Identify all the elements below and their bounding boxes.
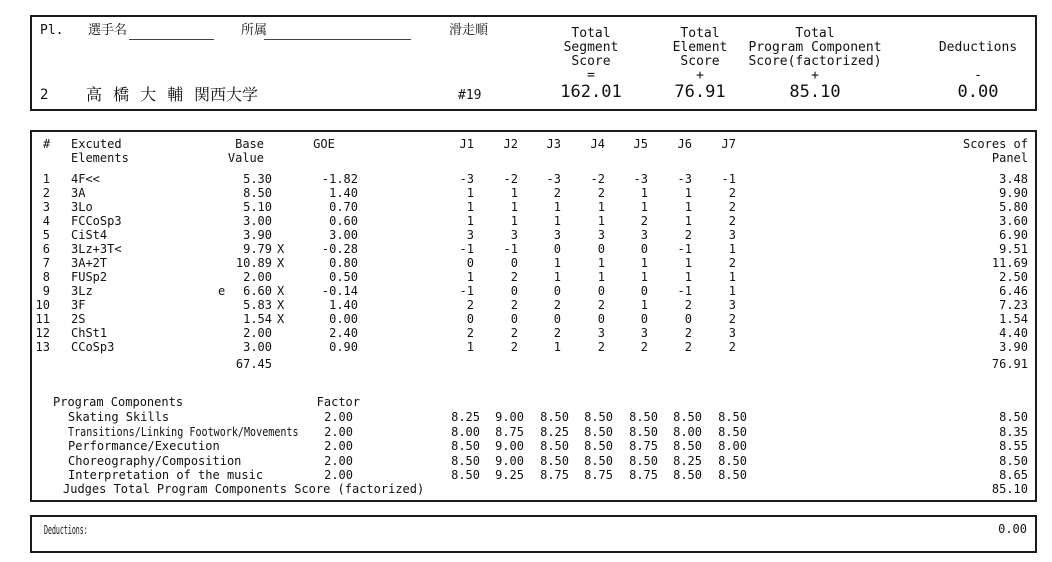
judge-score: 1 — [553, 256, 561, 270]
component-factor: 2.00 — [324, 425, 353, 439]
judge-score: 0 — [466, 256, 474, 270]
panel-score: 6.90 — [999, 228, 1028, 242]
judge-header-j6: J6 — [677, 137, 692, 151]
element-name: CCoSp3 — [71, 340, 115, 354]
base-value: 3.00 — [243, 214, 272, 228]
element-row — [0, 172, 1052, 186]
total-program-component-score-column — [725, 26, 905, 102]
component-factor: 2.00 — [324, 439, 353, 453]
element-number: 2 — [42, 186, 50, 200]
component-factor: 2.00 — [324, 468, 353, 482]
element-row — [0, 270, 1052, 284]
judge-score: -1 — [503, 242, 518, 256]
judge-score: -3 — [633, 172, 648, 186]
judge-score: 1 — [510, 200, 518, 214]
judge-score: 1 — [597, 256, 605, 270]
panel-score: 6.46 — [999, 284, 1028, 298]
element-number: 7 — [42, 256, 50, 270]
judge-header-j7: J7 — [721, 137, 736, 151]
judge-component-score: 9.00 — [495, 454, 524, 468]
judge-score: 2 — [684, 228, 692, 242]
element-row — [0, 326, 1052, 340]
component-panel-score: 8.35 — [999, 425, 1028, 439]
element-name: 3F — [71, 298, 86, 312]
judge-score: 3 — [728, 298, 736, 312]
place-label: Pl. — [40, 23, 64, 38]
judge-score: 1 — [466, 214, 474, 228]
judge-score: 3 — [553, 228, 561, 242]
judge-component-score: 9.00 — [495, 410, 524, 424]
start-order-label: 滑走順 — [449, 23, 489, 38]
judge-component-score: 8.50 — [584, 439, 613, 453]
element-name: 2S — [71, 312, 86, 326]
edge-call-flag: e — [218, 284, 226, 298]
base-value: 1.54 — [243, 312, 272, 326]
affiliation-value: 関西大学 — [194, 85, 259, 104]
judge-score: -2 — [590, 172, 605, 186]
element-number: 11 — [35, 312, 50, 326]
judge-score: 1 — [553, 200, 561, 214]
component-row — [0, 468, 1052, 482]
element-number: 13 — [35, 340, 50, 354]
judge-score: 1 — [466, 270, 474, 284]
element-number: 6 — [42, 242, 50, 256]
tes-label-line3: Score — [680, 54, 720, 69]
judge-score: 1 — [728, 284, 736, 298]
judge-score: -3 — [546, 172, 561, 186]
component-panel-score: 8.55 — [999, 439, 1028, 453]
judge-score: 1 — [728, 242, 736, 256]
base-value: 5.30 — [243, 172, 272, 186]
element-row — [0, 242, 1052, 256]
judge-score: 2 — [728, 256, 736, 270]
judge-score: 1 — [510, 186, 518, 200]
element-number: 3 — [42, 200, 50, 214]
judge-component-score: 8.50 — [451, 468, 480, 482]
base-value: 2.00 — [243, 326, 272, 340]
element-number: 4 — [42, 214, 50, 228]
judge-component-score: 8.50 — [673, 410, 702, 424]
tss-label-line3: Score — [571, 54, 611, 69]
judge-score: 2 — [510, 340, 518, 354]
element-name: FUSp2 — [71, 270, 108, 284]
panel-score: 9.51 — [999, 242, 1028, 256]
judge-component-score: 8.25 — [540, 425, 569, 439]
tss-operator: = — [587, 68, 595, 83]
judge-component-score: 8.50 — [540, 410, 569, 424]
component-row — [0, 410, 1052, 424]
program-components-title: Program Components — [53, 395, 184, 409]
judge-score: 1 — [466, 200, 474, 214]
base-value: 3.00 — [243, 340, 272, 354]
base-value: 9.79 — [243, 242, 272, 256]
affiliation-underline — [264, 26, 411, 40]
pcs-label-line2: Program Component — [748, 40, 882, 55]
judge-component-score: 9.00 — [495, 439, 524, 453]
element-row — [0, 256, 1052, 270]
judge-component-score: 8.50 — [629, 410, 658, 424]
element-row — [0, 298, 1052, 312]
component-name: Interpretation of the music — [68, 468, 264, 482]
goe-value: 0.50 — [329, 270, 358, 284]
element-row — [0, 186, 1052, 200]
judge-score: -1 — [459, 242, 474, 256]
total-segment-score-value: 162.01 — [560, 82, 622, 102]
element-number: 5 — [42, 228, 50, 242]
judge-score: 0 — [510, 284, 518, 298]
judge-component-score: 8.50 — [629, 425, 658, 439]
goe-value: 0.90 — [329, 340, 358, 354]
panel-score: 3.48 — [999, 172, 1028, 186]
factor-column-header: Factor — [316, 395, 360, 409]
judge-score: 1 — [684, 256, 692, 270]
judge-component-score: 8.50 — [540, 454, 569, 468]
judge-component-score: 8.50 — [584, 454, 613, 468]
goe-value: 0.60 — [329, 214, 358, 228]
judge-score: 2 — [728, 340, 736, 354]
judge-score: 2 — [640, 214, 648, 228]
base-value: 5.83 — [243, 298, 272, 312]
deductions-box — [30, 515, 1037, 553]
goe-value: -0.28 — [321, 242, 358, 256]
col-base-header-line2: Value — [227, 151, 264, 165]
goe-value: 1.40 — [329, 298, 358, 312]
judge-score: 2 — [510, 326, 518, 340]
pcs-label-line1: Total — [795, 26, 835, 41]
judge-score: 0 — [684, 312, 692, 326]
judge-score: -1 — [459, 284, 474, 298]
component-panel-score: 8.50 — [999, 454, 1028, 468]
goe-value: -1.82 — [321, 172, 358, 186]
skater-name-label: 選手名 — [88, 23, 128, 38]
tss-label-line2: Segment — [563, 40, 619, 55]
judge-score: 0 — [510, 256, 518, 270]
element-name: 3Lz+3T< — [71, 242, 122, 256]
judge-score: 1 — [728, 270, 736, 284]
panel-score: 3.60 — [999, 214, 1028, 228]
element-name: ChSt1 — [71, 326, 108, 340]
element-number: 12 — [35, 326, 50, 340]
col-panel-header-line2: Panel — [991, 151, 1028, 165]
judge-score: 3 — [640, 326, 648, 340]
element-number: 9 — [42, 284, 50, 298]
judge-score: 1 — [553, 270, 561, 284]
bonus-x-flag: X — [277, 256, 285, 270]
judge-score: 1 — [597, 214, 605, 228]
judge-score: 1 — [466, 186, 474, 200]
judge-score: 3 — [597, 228, 605, 242]
judge-score: 2 — [728, 312, 736, 326]
judge-score: 2 — [728, 200, 736, 214]
panel-score: 11.69 — [991, 256, 1028, 270]
judge-component-score: 8.00 — [673, 425, 702, 439]
judge-score: 0 — [597, 284, 605, 298]
judge-score: 1 — [466, 340, 474, 354]
panel-score-total: 76.91 — [991, 357, 1028, 371]
bonus-x-flag: X — [277, 298, 285, 312]
judge-score: 1 — [510, 214, 518, 228]
judge-score: 2 — [684, 298, 692, 312]
component-name: Skating Skills — [68, 410, 170, 424]
components-total-value: 85.10 — [991, 482, 1028, 496]
judge-component-score: 8.50 — [718, 425, 747, 439]
component-factor: 2.00 — [324, 410, 353, 424]
element-name: FCCoSp3 — [71, 214, 122, 228]
components-total-label: Judges Total Program Components Score (factorized) — [63, 482, 425, 496]
element-totals-row — [0, 357, 1052, 371]
judge-component-score: 8.50 — [673, 468, 702, 482]
component-name: Performance/Execution — [68, 439, 220, 453]
goe-value: 3.00 — [329, 228, 358, 242]
judge-score: 2 — [510, 270, 518, 284]
judge-score: 1 — [640, 270, 648, 284]
judge-score: 0 — [466, 312, 474, 326]
judge-score: -3 — [459, 172, 474, 186]
component-row — [0, 425, 1052, 439]
col-panel-header-line1: Scores of — [962, 137, 1028, 151]
judge-component-score: 8.50 — [718, 454, 747, 468]
bonus-x-flag: X — [277, 242, 285, 256]
judge-score: 2 — [684, 326, 692, 340]
component-row — [0, 439, 1052, 453]
judge-score: 2 — [553, 326, 561, 340]
element-row — [0, 284, 1052, 298]
goe-value: 0.80 — [329, 256, 358, 270]
skater-name-value: 高 橋 大 輔 — [86, 85, 187, 104]
element-row — [0, 340, 1052, 354]
element-number: 8 — [42, 270, 50, 284]
element-row — [0, 214, 1052, 228]
place-value: 2 — [40, 87, 49, 103]
footer-deductions-label — [44, 523, 123, 537]
judge-score: 3 — [728, 228, 736, 242]
element-number: 10 — [35, 298, 50, 312]
element-name: 3A — [71, 186, 86, 200]
tss-label-line1: Total — [571, 26, 611, 41]
col-number-header: # — [43, 137, 51, 151]
judge-component-score: 8.50 — [584, 410, 613, 424]
element-name: 4F<< — [71, 172, 100, 186]
judge-component-score: 8.00 — [451, 425, 480, 439]
judge-component-score: 8.50 — [451, 454, 480, 468]
judge-component-score: 8.75 — [629, 439, 658, 453]
component-row — [0, 454, 1052, 468]
judge-score: 0 — [553, 242, 561, 256]
start-order-value: #19 — [458, 88, 482, 103]
judge-header-j5: J5 — [633, 137, 648, 151]
bonus-x-flag: X — [277, 312, 285, 326]
panel-score: 9.90 — [999, 186, 1028, 200]
component-panel-score: 8.50 — [999, 410, 1028, 424]
element-name: CiSt4 — [71, 228, 108, 242]
judge-score: 1 — [640, 186, 648, 200]
judge-score: 1 — [553, 340, 561, 354]
judge-score: 2 — [640, 340, 648, 354]
judge-score: 2 — [510, 298, 518, 312]
judge-component-score: 8.75 — [540, 468, 569, 482]
judge-score: -3 — [677, 172, 692, 186]
col-elements-header-line2: Elements — [71, 151, 129, 165]
bonus-x-flag: X — [277, 284, 285, 298]
pcs-label-line3: Score(factorized) — [748, 54, 882, 69]
total-element-score-value: 76.91 — [674, 82, 726, 102]
deductions-label-line3 — [908, 55, 1048, 69]
panel-score: 1.54 — [999, 312, 1028, 326]
judge-score: 0 — [510, 312, 518, 326]
judge-score: 3 — [510, 228, 518, 242]
deductions-column — [908, 27, 1048, 102]
judge-score: 0 — [597, 312, 605, 326]
judge-score: 1 — [684, 186, 692, 200]
tes-operator: + — [696, 68, 704, 83]
total-program-component-score-value: 85.10 — [789, 82, 841, 102]
pcs-operator: + — [811, 68, 819, 83]
judge-component-score: 8.75 — [629, 468, 658, 482]
goe-value: 1.40 — [329, 186, 358, 200]
judge-component-score: 8.00 — [718, 439, 747, 453]
judge-component-score: 8.25 — [451, 410, 480, 424]
goe-value: -0.14 — [321, 284, 358, 298]
judge-score: 3 — [466, 228, 474, 242]
col-goe-header: GOE — [313, 137, 335, 151]
judge-header-j1: J1 — [459, 137, 474, 151]
goe-value: 0.00 — [329, 312, 358, 326]
judge-component-score: 9.25 — [495, 468, 524, 482]
judge-score: 3 — [640, 228, 648, 242]
judge-score: 3 — [728, 326, 736, 340]
element-number: 1 — [42, 172, 50, 186]
element-row — [0, 228, 1052, 242]
footer-deductions-label-text: Deductions: — [44, 523, 88, 537]
component-name: Choreography/Composition — [68, 454, 242, 468]
judge-component-score: 8.50 — [718, 468, 747, 482]
judge-component-score: 8.50 — [718, 410, 747, 424]
judge-score: 2 — [466, 298, 474, 312]
panel-score: 3.90 — [999, 340, 1028, 354]
judge-score: -1 — [677, 284, 692, 298]
col-elements-header-line1: Excuted — [71, 137, 122, 151]
element-name: 3A+2T — [71, 256, 108, 270]
judge-score: 0 — [640, 284, 648, 298]
base-value: 6.60 — [243, 284, 272, 298]
judge-score: 1 — [597, 270, 605, 284]
col-base-header-line1: Base — [235, 137, 264, 151]
judge-component-score: 8.50 — [540, 439, 569, 453]
judge-header-j4: J4 — [590, 137, 605, 151]
judge-score: 0 — [553, 284, 561, 298]
judge-score: 0 — [640, 242, 648, 256]
component-factor: 2.00 — [324, 454, 353, 468]
deductions-value: 0.00 — [957, 82, 999, 102]
judge-component-score: 8.50 — [584, 425, 613, 439]
panel-score: 7.23 — [999, 298, 1028, 312]
judge-score: -1 — [677, 242, 692, 256]
judge-score: 0 — [640, 312, 648, 326]
base-value: 3.90 — [243, 228, 272, 242]
deductions-operator: - — [974, 68, 982, 83]
tes-label-line1: Total — [680, 26, 720, 41]
judge-score: 2 — [597, 298, 605, 312]
skater-name-underline — [129, 26, 214, 40]
goe-value: 2.40 — [329, 326, 358, 340]
panel-score: 4.40 — [999, 326, 1028, 340]
panel-score: 5.80 — [999, 200, 1028, 214]
base-value: 2.00 — [243, 270, 272, 284]
goe-value: 0.70 — [329, 200, 358, 214]
judge-score: 2 — [553, 298, 561, 312]
judge-score: 1 — [640, 200, 648, 214]
judge-score: 1 — [597, 200, 605, 214]
judge-score: 1 — [684, 270, 692, 284]
judge-score: 2 — [466, 326, 474, 340]
element-name: 3Lz — [71, 284, 93, 298]
judge-header-j3: J3 — [546, 137, 561, 151]
footer-deductions-value: 0.00 — [998, 522, 1027, 536]
base-value: 8.50 — [243, 186, 272, 200]
judge-component-score: 8.50 — [673, 439, 702, 453]
judge-score: -2 — [503, 172, 518, 186]
deductions-label-line2: Deductions — [938, 40, 1018, 55]
base-value: 10.89 — [235, 256, 272, 270]
judge-score: 1 — [640, 256, 648, 270]
judge-score: 2 — [553, 186, 561, 200]
judge-score: 0 — [597, 242, 605, 256]
judge-component-score: 8.25 — [673, 454, 702, 468]
element-row — [0, 200, 1052, 214]
judge-component-score: 8.50 — [629, 454, 658, 468]
panel-score: 2.50 — [999, 270, 1028, 284]
element-name: 3Lo — [71, 200, 93, 214]
judge-score: 3 — [597, 326, 605, 340]
judge-header-j2: J2 — [503, 137, 518, 151]
tes-label-line2: Element — [672, 40, 728, 55]
judge-score: 2 — [684, 340, 692, 354]
deductions-label-line1 — [908, 27, 1048, 41]
affiliation-label: 所属 — [241, 23, 268, 38]
judge-component-score: 8.75 — [495, 425, 524, 439]
base-value-total: 67.45 — [235, 357, 272, 371]
judge-score: 1 — [684, 200, 692, 214]
judge-score: 1 — [640, 298, 648, 312]
element-row — [0, 312, 1052, 326]
judge-score: -1 — [721, 172, 736, 186]
judge-score: 1 — [684, 214, 692, 228]
judge-score: 2 — [597, 186, 605, 200]
component-name: Transitions/Linking Footwork/Movements — [68, 425, 299, 439]
judge-component-score: 8.75 — [584, 468, 613, 482]
judge-score: 2 — [728, 186, 736, 200]
judge-score: 2 — [597, 340, 605, 354]
judge-component-score: 8.50 — [451, 439, 480, 453]
judge-score: 1 — [553, 214, 561, 228]
judge-score: 0 — [553, 312, 561, 326]
judge-score: 2 — [728, 214, 736, 228]
base-value: 5.10 — [243, 200, 272, 214]
component-panel-score: 8.65 — [999, 468, 1028, 482]
